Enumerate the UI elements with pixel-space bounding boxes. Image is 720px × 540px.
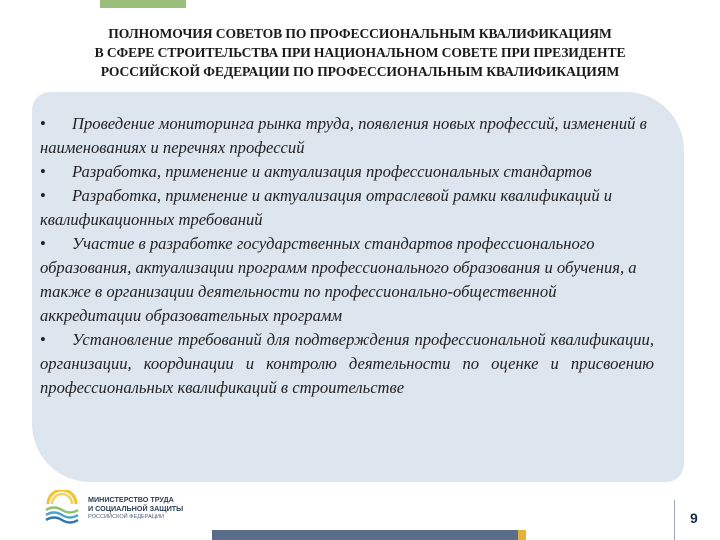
bullet-icon: • (40, 162, 46, 181)
title-line-1: ПОЛНОМОЧИЯ СОВЕТОВ ПО ПРОФЕССИОНАЛЬНЫМ КВАЛИФИКАЦИЯМ (108, 26, 612, 41)
ministry-name (88, 495, 183, 522)
bullet-icon: • (40, 330, 46, 349)
bullet-icon: • (40, 234, 46, 253)
list-item-text: Разработка, применение и актуализация отраслевой рамки квалификаций и квалификационных требований (40, 186, 613, 229)
list-item (40, 112, 654, 160)
list-item-text: Разработка, применение и актуализация профессиональных стандартов (72, 162, 592, 181)
ministry-logo-icon (44, 490, 80, 526)
title-line-2: В СФЕРЕ СТРОИТЕЛЬСТВА ПРИ НАЦИОНАЛЬНОМ СОВЕТЕ ПРИ ПРЕЗИДЕНТЕ (94, 45, 626, 60)
ministry-line-1: МИНИСТЕРСТВО ТРУДА (88, 495, 174, 504)
footer-divider (674, 500, 675, 540)
list-item (40, 232, 654, 328)
list-item-text: Участие в разработке государственных стандартов профессионального образования, актуализации программ профессионального образования и обучения, а также в организации деятельности по профессионально-общественной аккредитации образовательных программ (40, 234, 637, 325)
ministry-line-2: И СОЦИАЛЬНОЙ ЗАЩИТЫ (88, 504, 184, 513)
title-line-3: РОССИЙСКОЙ ФЕДЕРАЦИИ ПО ПРОФЕССИОНАЛЬНЫМ КВАЛИФИКАЦИЯМ (100, 64, 620, 79)
bottom-bar (212, 530, 518, 540)
bullet-icon: • (40, 114, 46, 133)
top-accent-bar (100, 0, 186, 8)
list-item-text: Установление требований для подтверждения профессиональной квалификации, организации, координации и контролю деятельности по оценке и присвоению профессиональных квалификаций в строительстве (40, 330, 654, 397)
slide-title (10, 24, 710, 81)
powers-list (40, 112, 654, 400)
bullet-icon: • (40, 186, 46, 205)
list-item-text: Проведение мониторинга рынка труда, появления новых профессий, изменений в наименованиях и перечнях профессий (40, 114, 647, 157)
list-item (40, 184, 654, 232)
list-item (40, 328, 654, 400)
list-item (40, 160, 654, 184)
bottom-bar-accent (518, 530, 526, 540)
ministry-line-3: РОССИЙСКОЙ ФЕДЕРАЦИИ (88, 514, 165, 520)
page-number: 9 (690, 510, 698, 526)
